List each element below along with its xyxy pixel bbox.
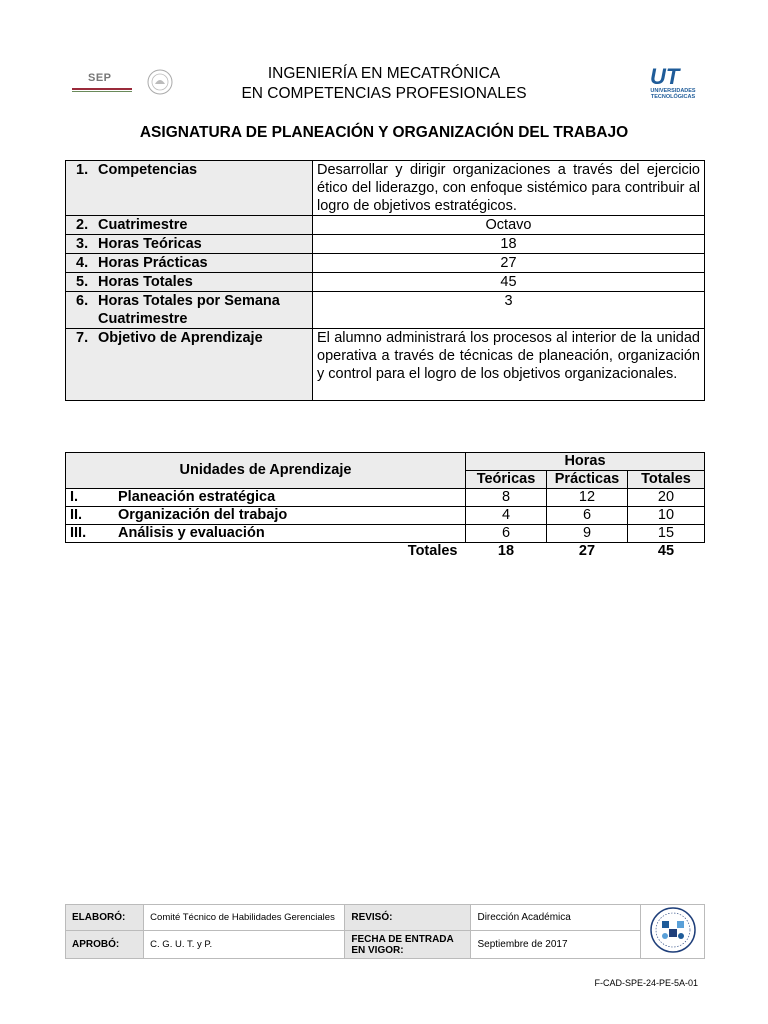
unit-name: Planeación estratégica: [114, 489, 466, 507]
info-row: [66, 329, 705, 401]
unit-total: 15: [628, 525, 705, 543]
units-header-row: [66, 453, 705, 471]
unit-practice: 12: [547, 489, 628, 507]
info-label: 3. Horas Teóricas: [66, 235, 313, 254]
totals-theory: 18: [497, 543, 515, 559]
unit-theory: 6: [466, 525, 547, 543]
info-row: [66, 254, 705, 273]
document-code: F-CAD-SPE-24-PE-5A-01: [594, 978, 698, 988]
footer-logo: [641, 905, 705, 959]
info-value: Desarrollar y dirigir organizaciones a través del ejercicio ético del liderazgo, con enfoque sistémico para contribuir al logro de objetivos estratégicos.: [313, 161, 705, 216]
info-value: 3: [313, 292, 705, 329]
aprobo-label: APROBÓ:: [66, 931, 144, 959]
info-value: 18: [313, 235, 705, 254]
program-title-line2: EN COMPETENCIAS PROFESIONALES: [241, 85, 527, 102]
fecha-value: Septiembre de 2017: [471, 931, 641, 959]
reviso-label: REVISÓ:: [345, 905, 471, 931]
unit-total: 10: [628, 507, 705, 525]
elaboro-value: Comité Técnico de Habilidades Gerenciales: [144, 905, 345, 931]
totals-total: 45: [657, 543, 675, 559]
info-value: 27: [313, 254, 705, 273]
ut-logo-caption: [644, 88, 702, 100]
totals-label: Totales: [407, 543, 458, 559]
ut-logo-text: UT: [650, 64, 680, 89]
subject-info-table: [65, 160, 705, 401]
unit-name: Organización del trabajo: [114, 507, 466, 525]
col-theory: Teóricas: [466, 471, 547, 489]
table-row: [66, 525, 705, 543]
totals-row: [66, 543, 705, 561]
info-label: 4. Horas Prácticas: [66, 254, 313, 273]
unit-name: Análisis y evaluación: [114, 525, 466, 543]
approval-footer-table: [65, 904, 705, 959]
program-title-line1: INGENIERÍA EN MECATRÓNICA: [267, 65, 501, 82]
totals-practice: 27: [578, 543, 596, 559]
sep-logo-text: SEP: [88, 72, 112, 84]
institution-emblem-icon: [646, 905, 700, 955]
info-label: 7. Objetivo de Aprendizaje: [66, 329, 313, 401]
footer-row: [66, 905, 705, 931]
info-value: Octavo: [313, 216, 705, 235]
unit-theory: 4: [466, 507, 547, 525]
info-row: [66, 273, 705, 292]
subject-title: ASIGNATURA DE PLANEACIÓN Y ORGANIZACIÓN DEL TRABAJO: [139, 124, 629, 141]
table-row: [66, 489, 705, 507]
col-practice: Prácticas: [547, 471, 628, 489]
unit-practice: 9: [547, 525, 628, 543]
table-row: [66, 507, 705, 525]
info-label: 5. Horas Totales: [66, 273, 313, 292]
unit-total: 20: [628, 489, 705, 507]
info-row: [66, 292, 705, 329]
learning-units-table: [65, 452, 705, 560]
info-label: 1. Competencias: [66, 161, 313, 216]
unit-practice: 6: [547, 507, 628, 525]
info-value: El alumno administrará los procesos al interior de la unidad operativa a través de técnicas de planeación, organización y control para el logro de los objetivos organizacionales.: [313, 329, 705, 401]
info-row: [66, 235, 705, 254]
footer-row: [66, 931, 705, 959]
info-label: 6. Horas Totales por Semana Cuatrimestre: [66, 292, 313, 329]
units-header: Unidades de Aprendizaje: [66, 453, 466, 489]
unit-number: I.: [66, 489, 115, 507]
unit-number: II.: [66, 507, 115, 525]
col-total: Totales: [628, 471, 705, 489]
elaboro-label: ELABORÓ:: [66, 905, 144, 931]
unit-number: III.: [66, 525, 115, 543]
info-row: [66, 161, 705, 216]
fecha-label: FECHA DE ENTRADA EN VIGOR:: [345, 931, 471, 959]
aprobo-value: C. G. U. T. y P.: [144, 931, 345, 959]
ut-caption-line1: UNIVERSIDADES: [650, 88, 696, 94]
unit-theory: 8: [466, 489, 547, 507]
info-label: 2. Cuatrimestre: [66, 216, 313, 235]
info-row: [66, 216, 705, 235]
ut-caption-line2: TECNOLÓGICAS: [650, 94, 696, 100]
reviso-value: Dirección Académica: [471, 905, 641, 931]
hours-header: Horas: [466, 453, 705, 471]
info-value: 45: [313, 273, 705, 292]
